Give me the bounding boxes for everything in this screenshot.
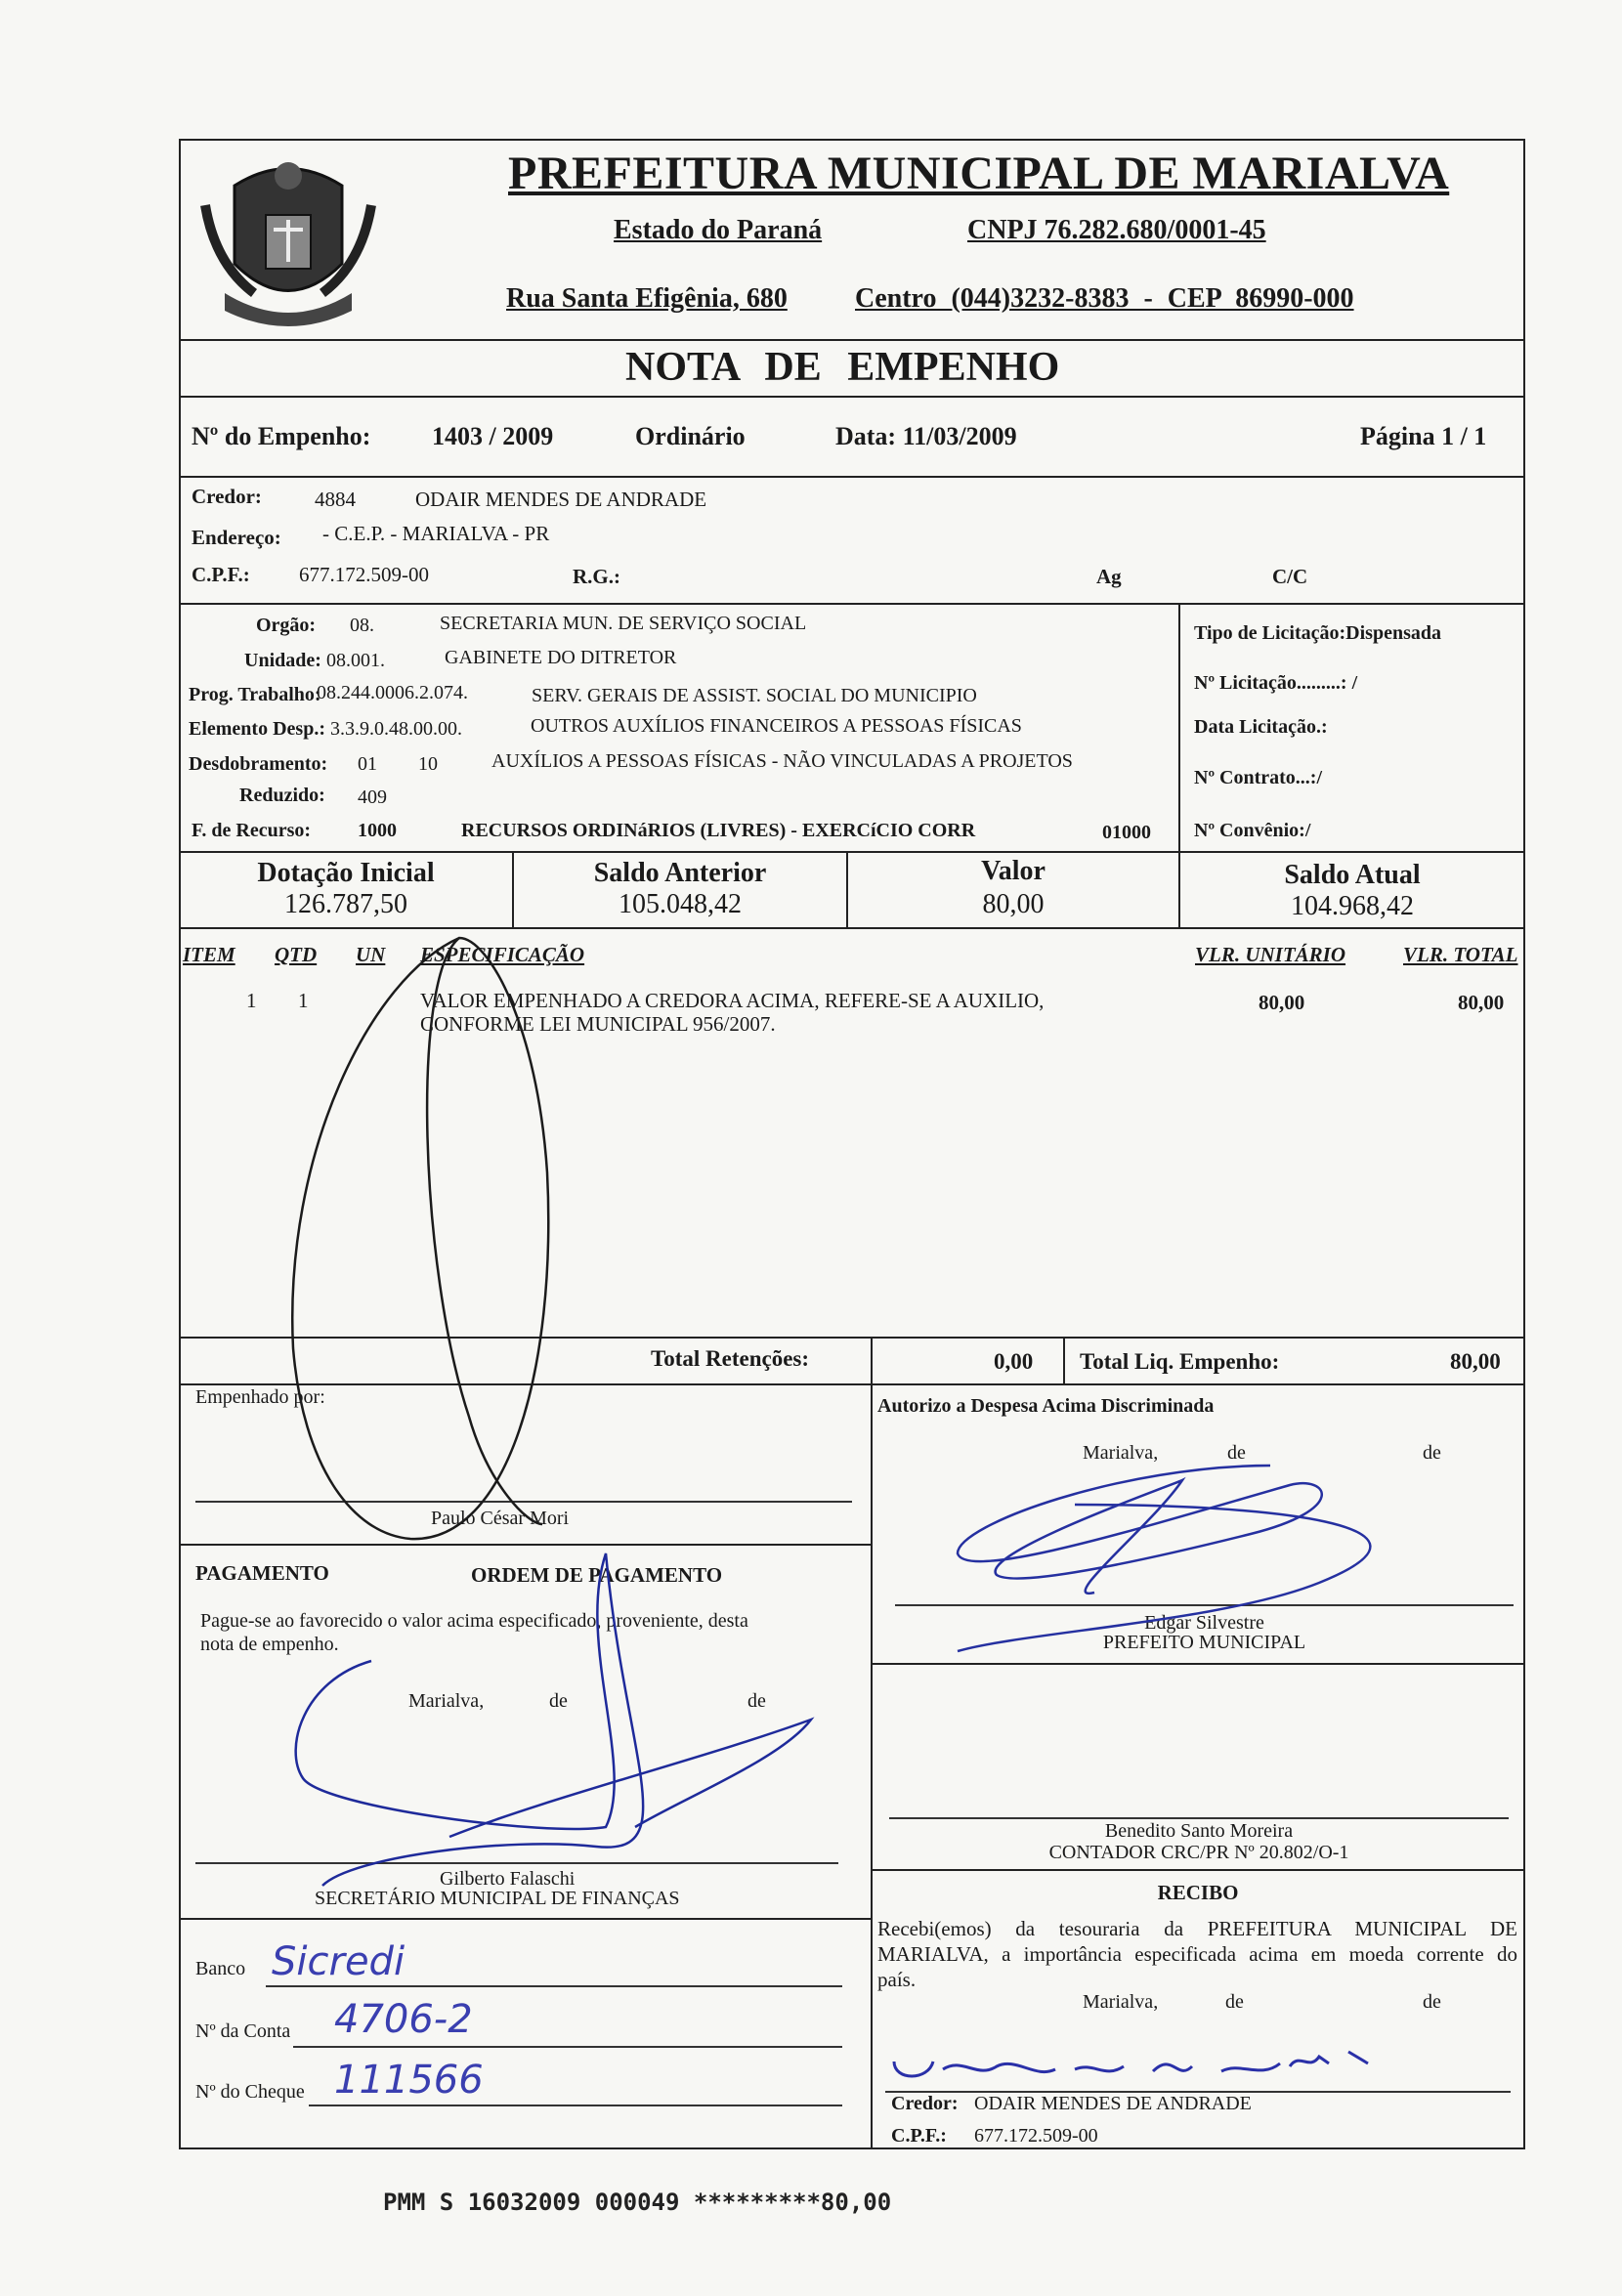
autorizo-role: PREFEITO MUNICIPAL: [1102, 1632, 1306, 1653]
dotacao-value: 126.787,50: [284, 889, 407, 919]
col-especificacao: ESPECIFICAÇÃO: [420, 943, 585, 966]
saldo-atual-label: Saldo Atual: [1284, 860, 1421, 890]
unidade-desc: GABINETE DO DITRETOR: [445, 647, 677, 668]
cc-label: C/C: [1272, 565, 1308, 588]
col-un: UN: [356, 943, 386, 966]
valor-label: Valor: [981, 856, 1046, 886]
recibo-title: RECIBO: [1157, 1881, 1239, 1904]
contador-signer: Benedito Santo Moreira: [1104, 1820, 1294, 1842]
conta-line: [293, 2046, 842, 2048]
state-label: Estado do Paraná: [614, 215, 823, 245]
desdobramento-b: 10: [418, 753, 438, 775]
prog-label: Prog. Trabalho:: [189, 684, 321, 705]
recibo-text-line3: país.: [877, 1968, 917, 1991]
empenho-date: Data: 11/03/2009: [835, 422, 1017, 450]
licitacao-data: Data Licitação.:: [1194, 716, 1328, 738]
item-valor-total: 80,00: [1458, 991, 1505, 1014]
fonte-number: 01000: [1102, 822, 1151, 843]
contador-signature-line: [889, 1817, 1509, 1819]
pagamento-de2: de: [747, 1690, 766, 1712]
banco-value: Sicredi: [272, 1939, 406, 1984]
desdobramento-label: Desdobramento:: [189, 753, 328, 775]
autorizo-signature-line: [895, 1604, 1514, 1606]
recibo-credor-name: ODAIR MENDES DE ANDRADE: [974, 2093, 1252, 2114]
total-liquido-label: Total Liq. Empenho:: [1080, 1349, 1280, 1374]
elemento-label: Elemento Desp.:: [189, 718, 325, 740]
licitacao-tipo: Tipo de Licitação:Dispensada: [1194, 622, 1441, 644]
cpf-label: C.P.F.:: [192, 563, 250, 586]
saldo-anterior-value: 105.048,42: [619, 889, 742, 919]
autorizo-place: Marialva,: [1083, 1442, 1159, 1464]
reduzido-label: Reduzido:: [239, 785, 325, 806]
municipal-crest-icon: [195, 147, 381, 337]
city-hall-title: PREFEITURA MUNICIPAL DE MARIALVA: [508, 148, 1450, 199]
pagamento-text-line1: Pague-se ao favorecido o valor acima especificado, proveniente, desta: [200, 1610, 748, 1632]
unidade-label: Unidade:: [244, 650, 321, 671]
recibo-de2: de: [1423, 1991, 1441, 2013]
pagamento-label: PAGAMENTO: [195, 1561, 329, 1585]
credor-label: Credor:: [192, 485, 262, 508]
item-description-line1: VALOR EMPENHADO A CREDORA ACIMA, REFERE-SE A AUXILIO,: [420, 989, 1045, 1012]
convenio-numero: Nº Convênio:/: [1194, 820, 1311, 841]
item-qtd: 1: [298, 989, 309, 1012]
empenho-number: 1403 / 2009: [432, 422, 554, 450]
pagamento-role: SECRETÁRIO MUNICIPAL DE FINANÇAS: [315, 1888, 680, 1909]
desdobramento-desc: AUXÍLIOS A PESSOAS FÍSICAS - NÃO VINCULADAS A PROJETOS: [491, 750, 1073, 772]
recibo-cpf-label: C.P.F.:: [891, 2125, 947, 2147]
autorizo-signer: Edgar Silvestre: [1144, 1612, 1264, 1634]
prog-desc: SERV. GERAIS DE ASSIST. SOCIAL DO MUNICIPIO: [532, 685, 977, 706]
col-valor-total: VLR. TOTAL: [1403, 943, 1518, 966]
valor-value: 80,00: [982, 889, 1045, 919]
document-title: NOTA DE EMPENHO: [625, 345, 1060, 390]
autorizo-de2: de: [1423, 1442, 1441, 1464]
pagamento-de1: de: [549, 1690, 568, 1712]
credor-name: ODAIR MENDES DE ANDRADE: [415, 488, 707, 511]
credor-code: 4884: [315, 488, 356, 511]
fonte-code: 1000: [358, 820, 397, 841]
pagamento-signature-line: [195, 1862, 838, 1864]
recibo-text-line2: MARIALVA, a importância especificada acima em moeda corrente do: [877, 1942, 1517, 1966]
ag-label: Ag: [1096, 565, 1122, 588]
autorizo-label: Autorizo a Despesa Acima Discriminada: [877, 1395, 1215, 1417]
empenho-number-label: Nº do Empenho:: [192, 422, 371, 450]
page-number: Página 1 / 1: [1360, 422, 1487, 450]
orgao-desc: SECRETARIA MUN. DE SERVIÇO SOCIAL: [440, 613, 807, 634]
elemento-desc: OUTROS AUXÍLIOS FINANCEIROS A PESSOAS FÍSICAS: [531, 715, 1022, 737]
empenho-type: Ordinário: [635, 422, 746, 450]
unidade-code: 08.001.: [326, 650, 385, 671]
fonte-label: F. de Recurso:: [192, 820, 312, 841]
recibo-credor-label: Credor:: [891, 2093, 959, 2114]
licitacao-numero: Nº Licitação.........: /: [1194, 672, 1358, 694]
saldo-atual-value: 104.968,42: [1291, 891, 1414, 921]
authentication-stamp: PMM S 16032009 000049 *********80,00: [383, 2189, 892, 2216]
address-contact: Centro (044)3232-8383 - CEP 86990-000: [855, 283, 1354, 314]
conta-label: Nº da Conta: [195, 2020, 291, 2042]
endereco-value: - C.E.P. - MARIALVA - PR: [322, 522, 550, 545]
total-retencoes-value: 0,00: [994, 1349, 1034, 1374]
item-description-line2: CONFORME LEI MUNICIPAL 956/2007.: [420, 1012, 776, 1036]
recibo-place: Marialva,: [1083, 1991, 1159, 2013]
desdobramento-a: 01: [358, 753, 377, 775]
empenhado-signature-line: [195, 1501, 852, 1503]
fonte-desc: RECURSOS ORDINáRIOS (LIVRES) - EXERCíCIO CORR: [461, 820, 976, 841]
saldo-anterior-label: Saldo Anterior: [593, 858, 767, 888]
cheque-value: 111566: [334, 2058, 484, 2103]
orgao-code: 08.: [350, 615, 374, 636]
prog-code: 08.244.0006.2.074.: [317, 682, 468, 703]
item-valor-unitario: 80,00: [1259, 991, 1305, 1014]
cheque-line: [309, 2105, 842, 2106]
rg-label: R.G.:: [573, 565, 620, 588]
contrato-numero: Nº Contrato...:/: [1194, 767, 1323, 788]
pagamento-place: Marialva,: [408, 1690, 485, 1712]
autorizo-de1: de: [1227, 1442, 1246, 1464]
endereco-label: Endereço:: [192, 526, 281, 549]
item-number: 1: [246, 989, 257, 1012]
recibo-de1: de: [1225, 1991, 1244, 2013]
conta-value: 4706-2: [334, 1997, 473, 2042]
banco-line: [266, 1985, 842, 1987]
col-qtd: QTD: [275, 943, 318, 966]
reduzido-value: 409: [358, 787, 387, 808]
elemento-code: 3.3.9.0.48.00.00.: [330, 718, 462, 740]
empenhado-signer: Paulo César Mori: [431, 1508, 570, 1529]
dotacao-label: Dotação Inicial: [257, 858, 435, 888]
col-item: ITEM: [183, 943, 235, 966]
total-liquido-value: 80,00: [1450, 1349, 1501, 1374]
banco-label: Banco: [195, 1958, 246, 1979]
recibo-text-line1: Recebi(emos) da tesouraria da PREFEITURA MUNICIPAL DE: [877, 1917, 1517, 1940]
cpf-value: 677.172.509-00: [299, 563, 429, 586]
cheque-label: Nº do Cheque: [195, 2081, 305, 2103]
contador-role: CONTADOR CRC/PR Nº 20.802/O-1: [1048, 1842, 1349, 1863]
cnpj-label: CNPJ 76.282.680/0001-45: [967, 215, 1266, 245]
total-retencoes-label: Total Retenções:: [651, 1346, 810, 1371]
empenhado-por-label: Empenhado por:: [195, 1386, 325, 1408]
pagamento-signer: Gilberto Falaschi: [440, 1868, 576, 1890]
address-street: Rua Santa Efigênia, 680: [506, 283, 788, 314]
recibo-cpf-value: 677.172.509-00: [974, 2125, 1098, 2147]
pagamento-text-line2: nota de empenho.: [200, 1634, 339, 1655]
col-valor-unitario: VLR. UNITÁRIO: [1195, 943, 1346, 966]
orgao-label: Orgão:: [256, 615, 317, 636]
ordem-pagamento-label: ORDEM DE PAGAMENTO: [471, 1563, 723, 1587]
